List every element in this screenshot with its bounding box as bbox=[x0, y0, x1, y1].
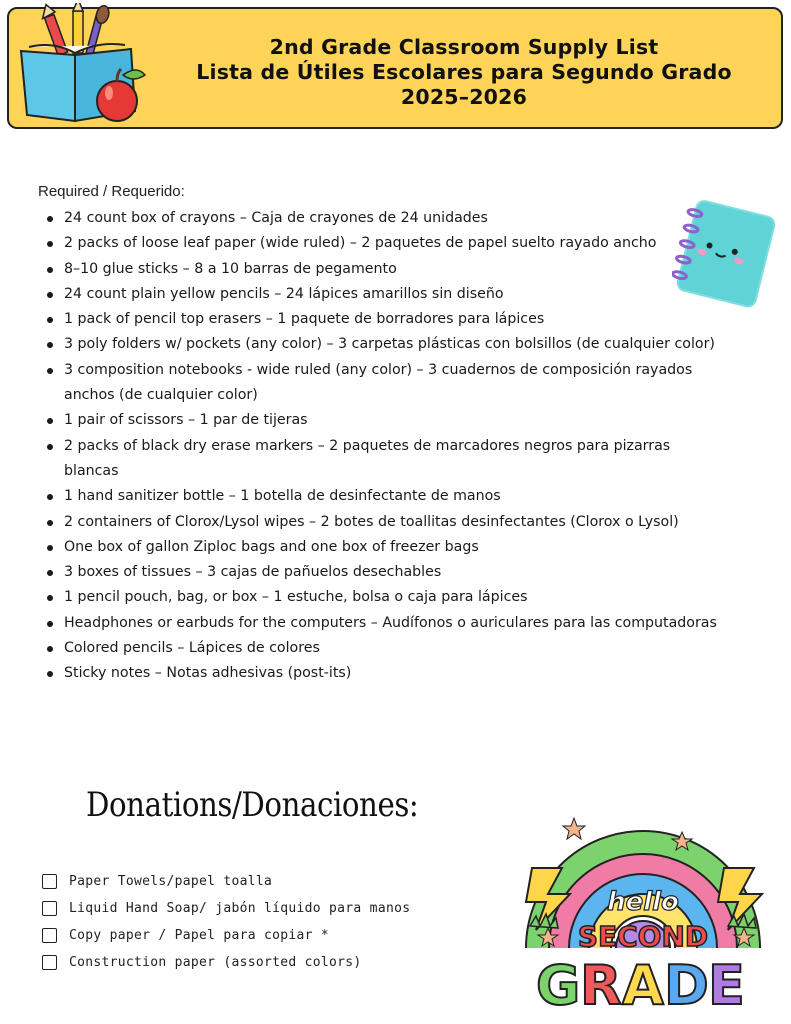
badge-grade-letter: E bbox=[708, 954, 745, 1017]
donation-checklist bbox=[42, 868, 410, 976]
header-banner bbox=[7, 7, 783, 129]
required-label: Required / Requerido: bbox=[38, 183, 185, 200]
donation-checkbox[interactable] bbox=[42, 955, 57, 970]
donation-checkbox[interactable] bbox=[42, 928, 57, 943]
donation-item bbox=[42, 895, 410, 922]
list-item: One box of gallon Ziploc bags and one box of freezer bags bbox=[44, 535, 724, 560]
list-item: 3 boxes of tissues – 3 cajas de pañuelos desechables bbox=[44, 560, 724, 585]
hello-second-grade-rainbow-icon bbox=[518, 808, 768, 1018]
badge-grade-letter: A bbox=[622, 954, 664, 1017]
badge-grade-letter: G bbox=[536, 954, 581, 1017]
list-item: 24 count box of crayons – Caja de crayones de 24 unidades bbox=[44, 206, 724, 231]
list-item: 1 hand sanitizer bottle – 1 botella de desinfectante de manos bbox=[44, 484, 724, 509]
list-item: 3 composition notebooks - wide ruled (any color) – 3 cuadernos de composición rayados anchos (de cualquier color) bbox=[44, 358, 724, 409]
donation-item bbox=[42, 868, 410, 895]
badge-grade-letter: D bbox=[664, 954, 709, 1017]
list-item: 8–10 glue sticks – 8 a 10 barras de pegamento bbox=[44, 257, 724, 282]
list-item: 24 count plain yellow pencils – 24 lápices amarillos sin diseño bbox=[44, 282, 724, 307]
donation-checkbox[interactable] bbox=[42, 874, 57, 889]
title-english: 2nd Grade Classroom Supply List bbox=[269, 35, 659, 59]
list-item: 1 pencil pouch, bag, or box – 1 estuche, bolsa o caja para lápices bbox=[44, 585, 724, 610]
donation-item bbox=[42, 922, 410, 949]
badge-second-text: SECOND bbox=[577, 920, 709, 953]
list-item: 2 packs of black dry erase markers – 2 paquetes de marcadores negros para pizarras blancas bbox=[44, 434, 724, 485]
required-supply-list bbox=[44, 206, 724, 687]
donation-checkbox[interactable] bbox=[42, 901, 57, 916]
donation-item bbox=[42, 949, 410, 976]
donations-heading: Donations/Donaciones: bbox=[86, 785, 419, 825]
donation-label: Paper Towels/papel toalla bbox=[69, 874, 273, 889]
donation-label: Construction paper (assorted colors) bbox=[69, 955, 362, 970]
list-item: 2 containers of Clorox/Lysol wipes – 2 botes de toallitas desinfectantes (Clorox o Lysol) bbox=[44, 510, 724, 535]
title-spanish: Lista de Útiles Escolares para Segundo Grado bbox=[196, 60, 732, 84]
badge-grade-letter: R bbox=[580, 954, 622, 1017]
school-year: 2025–2026 bbox=[400, 85, 528, 109]
list-item: Colored pencils – Lápices de colores bbox=[44, 636, 724, 661]
list-item: 1 pack of pencil top erasers – 1 paquete de borradores para lápices bbox=[44, 307, 724, 332]
list-item: 2 packs of loose leaf paper (wide ruled) – 2 paquetes de papel suelto rayado ancho bbox=[44, 231, 724, 256]
badge-hello-text: hello bbox=[607, 887, 679, 917]
donation-label: Copy paper / Papel para copiar * bbox=[69, 928, 330, 943]
list-item: Headphones or earbuds for the computers – Audífonos o auriculares para las computadoras bbox=[44, 611, 724, 636]
list-item: Sticky notes – Notas adhesivas (post-its) bbox=[44, 661, 724, 686]
list-item: 3 poly folders w/ pockets (any color) – 3 carpetas plásticas con bolsillos (de cualquier color) bbox=[44, 332, 724, 357]
donation-label: Liquid Hand Soap/ jabón líquido para manos bbox=[69, 901, 411, 916]
book-pencils-apple-icon bbox=[13, 3, 163, 133]
page-title bbox=[149, 35, 779, 110]
list-item: 1 pair of scissors – 1 par de tijeras bbox=[44, 408, 724, 433]
